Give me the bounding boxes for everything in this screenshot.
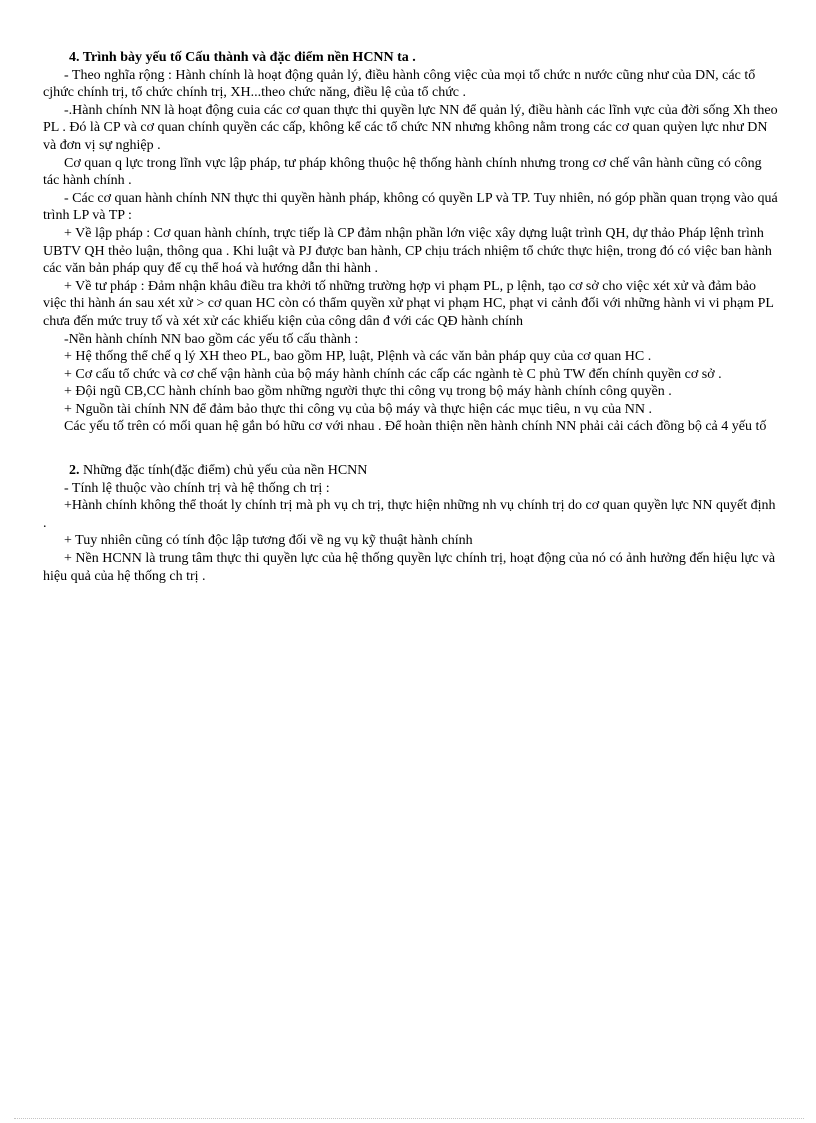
body-paragraph: - Các cơ quan hành chính NN thực thi quyền hành pháp, không có quyền LP và TP. Tuy nhiên, nó góp phần quan trọng vào quá trình LP và TP : <box>43 190 778 224</box>
body-paragraph: - Theo nghĩa rộng : Hành chính là hoạt động quản lý, điều hành công việc của mọi tổ chức n nước cũng như của DN, các tổ cjhức chính trị, tổ chức chính trị, XH...theo chức năng, điều lệ của tổ chức . <box>43 67 756 101</box>
section-gap <box>43 436 781 462</box>
body-paragraph: + Nguồn tài chính NN để đảm bảo thực thi công vụ của bộ máy và thực hiện các mục tiêu, n vụ của NN . <box>64 401 652 417</box>
body-paragraph: + Tuy nhiên cũng có tính độc lập tương đối về ng vụ kỹ thuật hành chính <box>64 533 473 549</box>
section1-heading: 4. Trình bày yếu tố Cấu thành và đặc điểm nền HCNN ta . <box>69 50 416 65</box>
body-paragraph: + Đội ngũ CB,CC hành chính bao gồm những người thực thi công vụ trong bộ máy hành chính công quyền . <box>64 384 672 400</box>
body-paragraph: + Hệ thống thể chế q lý XH theo PL, bao gồm HP, luật, Plệnh và các văn bản pháp quy của cơ quan HC . <box>64 349 652 365</box>
body-paragraph: +Hành chính không thể thoát ly chính trị mà ph vụ ch trị, thực hiện những nh vụ chính trị do cơ quan quyền lực NN quyết định . <box>43 498 776 531</box>
section2-heading-text: Những đặc tính(đặc điểm) chủ yếu của nền HCNN <box>79 463 368 479</box>
body-paragraph: Các yếu tố trên có mối quan hệ gắn bó hữu cơ với nhau . Để hoàn thiện nền hành chính NN phải cải cách đồng bộ cả 4 yếu tố <box>64 419 767 435</box>
page-bottom-dotted-line <box>14 1118 804 1119</box>
body-paragraph: + Về lập pháp : Cơ quan hành chính, trực tiếp là CP đảm nhận phần lớn việc xây dựng luật trình QH, dự thảo Pháp lệnh trình UBTV QH thẻo luận, thông qua . Khi luật và PJ được ban hành, CP chịu trách nhiệm tổ chức thực hiện, trong đó có việc ban hành các văn bản pháp quy để cụ thể hoá và hướng dẫn thi hành . <box>43 225 772 277</box>
body-paragraph: Cơ quan q lực trong lĩnh vực lập pháp, tư pháp không thuộc hệ thống hành chính nhưng trong cơ chế vân hành cũng có công tác hành chính . <box>43 155 762 189</box>
body-paragraph: + Cơ cấu tổ chức và cơ chế vận hành của bộ máy hành chính các cấp các ngành tè C phủ TW đến chính quyền cơ sở . <box>64 366 722 382</box>
section2-heading-number: 2. <box>69 463 80 479</box>
body-paragraph: -.Hành chính NN là hoạt động cuia các cơ quan thực thi quyền lực NN để quản lý, điều hành các lĩnh vực của đời sống Xh theo PL . Đó là CP và cơ quan chính quyền các cấp, không kể các tổ chức NN nhưng không nằm trong các cơ quan quỳen lực như DN và đơn vị sự nghiệp . <box>43 102 778 153</box>
section2-heading <box>43 462 781 480</box>
body-paragraph: - Tính lệ thuộc vào chính trị và hệ thống ch trị : <box>64 480 330 496</box>
body-paragraph: + Nền HCNN là trung tâm thực thi quyền lực của hệ thống quyền lực chính trị, hoạt động của nó có ảnh hưởng đến hiệu lực và hiệu quả của hệ thống ch trị . <box>43 551 776 584</box>
body-paragraph: -Nền hành chính NN bao gồm các yếu tố cấu thành : <box>64 331 359 347</box>
body-paragraph: + Về tư pháp : Đảm nhận khâu điều tra khởi tố những trường hợp vi phạm PL, p lệnh, tạo cơ sở cho việc xét xử và đảm bảo việc thi hành án sau xét xử > cơ quan HC còn có thẩm quyền xử phạt vi phạm HC, phạt vi cảnh đối với những hành vi vi phạm PL chưa đến mức truy tố và xét xử các khiếu kiện của công dân đ với các QĐ hành chính <box>43 278 774 329</box>
document-body <box>43 49 781 585</box>
